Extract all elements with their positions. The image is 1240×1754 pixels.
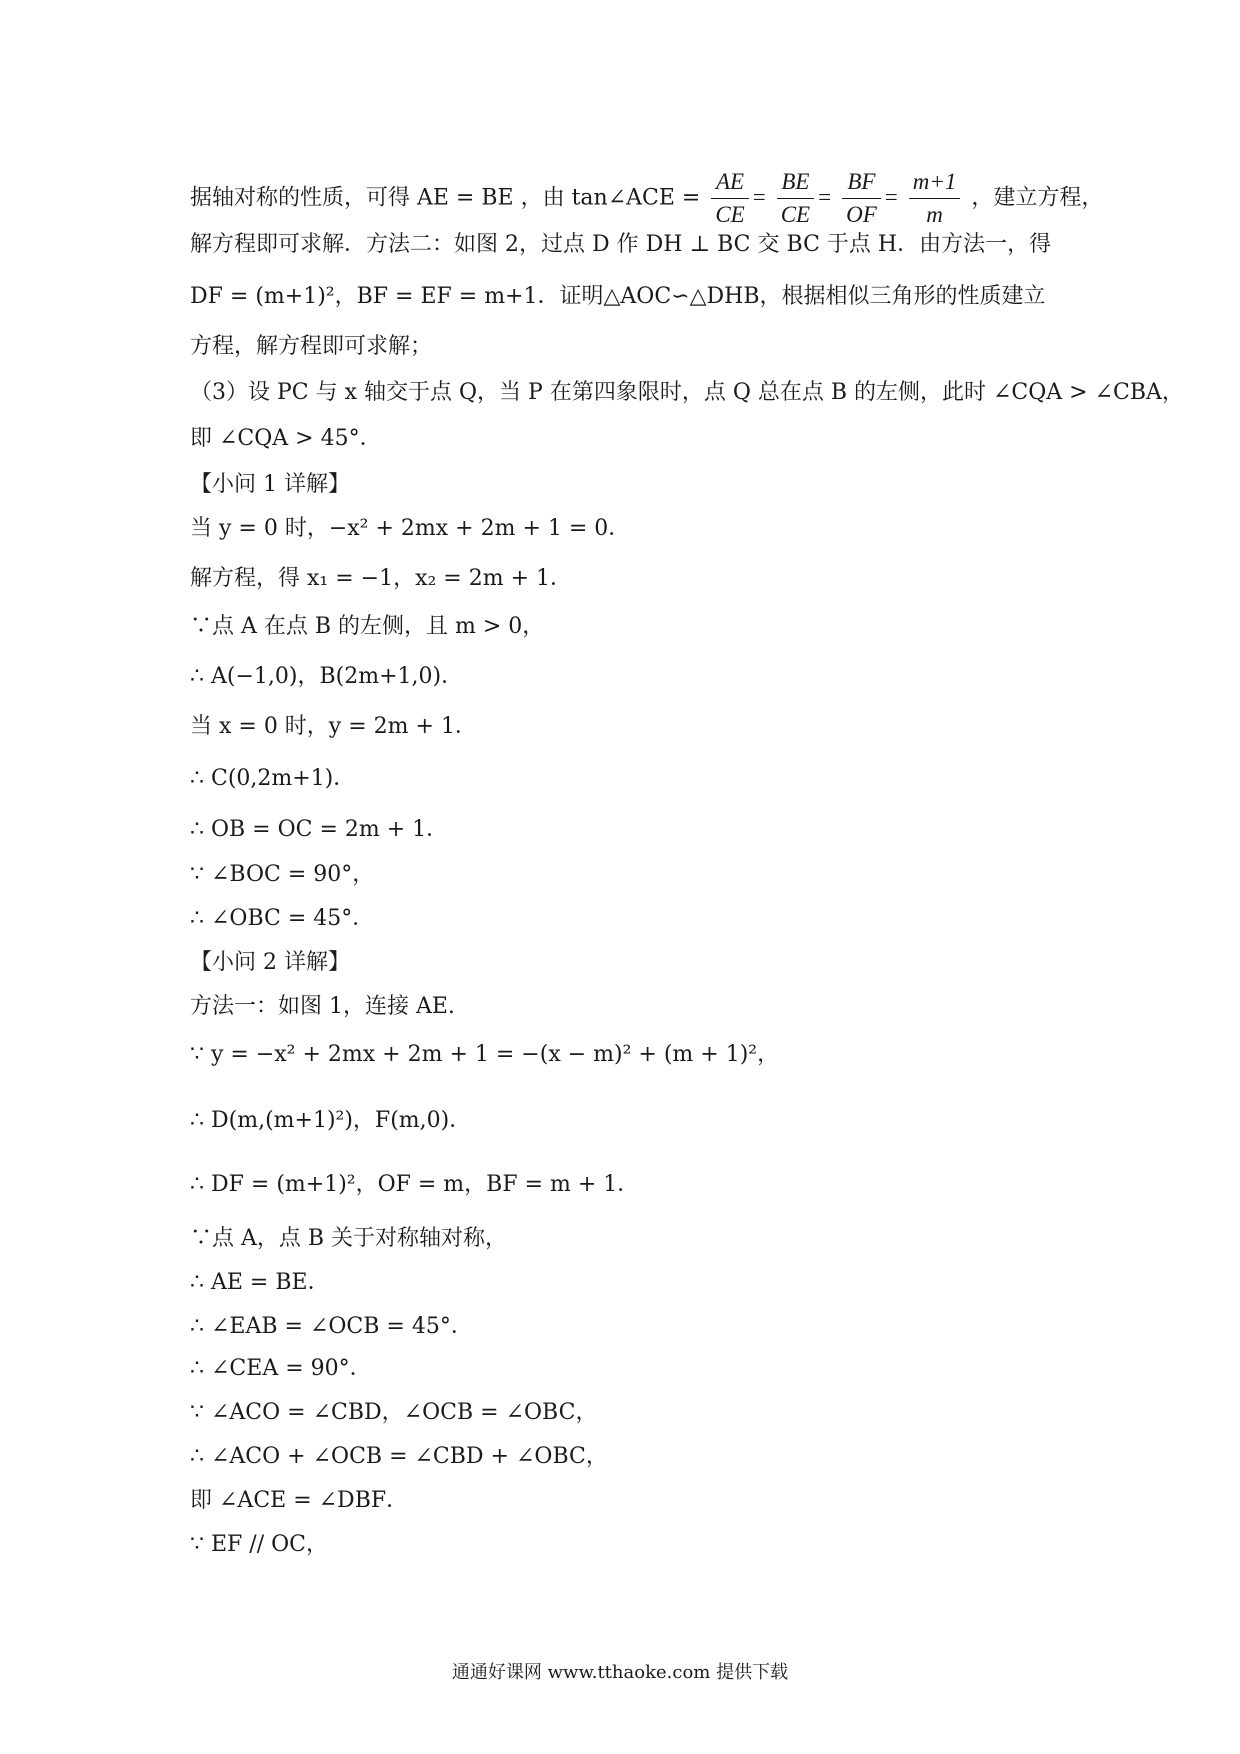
section-heading-q2: 【小问 2 详解】	[190, 950, 350, 975]
text-line-25: ∴ ∠CEA = 90°．	[190, 1356, 372, 1381]
text-line-10: ∵点 A 在点 B 的左侧，且 m > 0，	[190, 614, 545, 639]
line-1-tail: ，建立方程，	[971, 185, 1104, 211]
text-line-11: ∴ A(−1,0)，B(2m+1,0)．	[190, 664, 464, 689]
text-line-13: ∴ C(0,2m+1)．	[190, 766, 356, 791]
text-line-29: ∵ EF // OC，	[190, 1532, 328, 1557]
text-line-2: 解方程即可求解．方法二：如图 2，过点 D 作 DH ⊥ BC 交 BC 于点 H．由方法一，得	[190, 232, 1052, 257]
text-line-12: 当 x = 0 时，y = 2m + 1．	[190, 714, 477, 739]
text-line-8: 当 y = 0 时，−x² + 2mx + 2m + 1 = 0．	[190, 516, 631, 541]
text-line-6: 即 ∠CQA > 45°．	[190, 426, 382, 451]
section-heading-q1: 【小问 1 详解】	[190, 472, 350, 497]
fraction-m1-m: $\frac{m+1}{m}$	[909, 168, 961, 229]
text-line-22: ∵点 A，点 B 关于对称轴对称，	[190, 1226, 508, 1251]
fraction-bf-of: $\frac{BF}{OF}$	[842, 168, 881, 229]
fraction-ae-ce: $\frac{AE}{CE}$	[711, 168, 748, 229]
text-line-20: ∴ D(m,(m+1)²)，F(m,0)．	[190, 1108, 472, 1133]
text-line-15: ∵ ∠BOC = 90°，	[190, 862, 375, 887]
text-line-16: ∴ ∠OBC = 45°．	[190, 906, 375, 931]
text-line-18: 方法一：如图 1，连接 AE.	[190, 994, 455, 1019]
text-line-23: ∴ AE = BE．	[190, 1270, 330, 1295]
text-line-26: ∵ ∠ACO = ∠CBD，∠OCB = ∠OBC，	[190, 1400, 598, 1425]
footer-watermark-text: 通通好课网 www.tthaoke.com 提供下载	[451, 1662, 789, 1683]
text-line-21: ∴ DF = (m+1)²，OF = m，BF = m + 1．	[190, 1172, 640, 1197]
line-1-lead: 据轴对称的性质，可得 AE = BE ，由 tan∠ACE =	[190, 185, 701, 211]
text-line-14: ∴ OB = OC = 2m + 1．	[190, 817, 449, 842]
text-line-1: 据轴对称的性质，可得 AE = BE ，由 tan∠ACE = $\frac{AE}{CE}$ = $\frac{BE}{CE}$ = $\frac{BF}{OF}$ = $\frac{m+1}{m}$ ，建立方程，	[190, 169, 1104, 227]
text-line-3: DF = (m+1)²，BF = EF = m+1．证明△AOC∽△DHB，根据相似三角形的性质建立	[190, 284, 1046, 309]
text-line-24: ∴ ∠EAB = ∠OCB = 45°．	[190, 1314, 473, 1339]
text-line-9: 解方程，得 x₁ = −1，x₂ = 2m + 1．	[190, 566, 572, 591]
text-line-4: 方程，解方程即可求解；	[190, 334, 433, 359]
text-line-28: 即 ∠ACE = ∠DBF．	[190, 1488, 409, 1513]
fraction-be-ce: $\frac{BE}{CE}$	[777, 168, 814, 229]
text-line-27: ∴ ∠ACO + ∠OCB = ∠CBD + ∠OBC，	[190, 1444, 608, 1469]
text-line-19: ∵ y = −x² + 2mx + 2m + 1 = −(x − m)² + (m + 1)²，	[190, 1042, 780, 1067]
text-line-5: （3）设 PC 与 x 轴交于点 Q，当 P 在第四象限时，点 Q 总在点 B 的左侧，此时 ∠CQA > ∠CBA，	[190, 380, 1184, 405]
